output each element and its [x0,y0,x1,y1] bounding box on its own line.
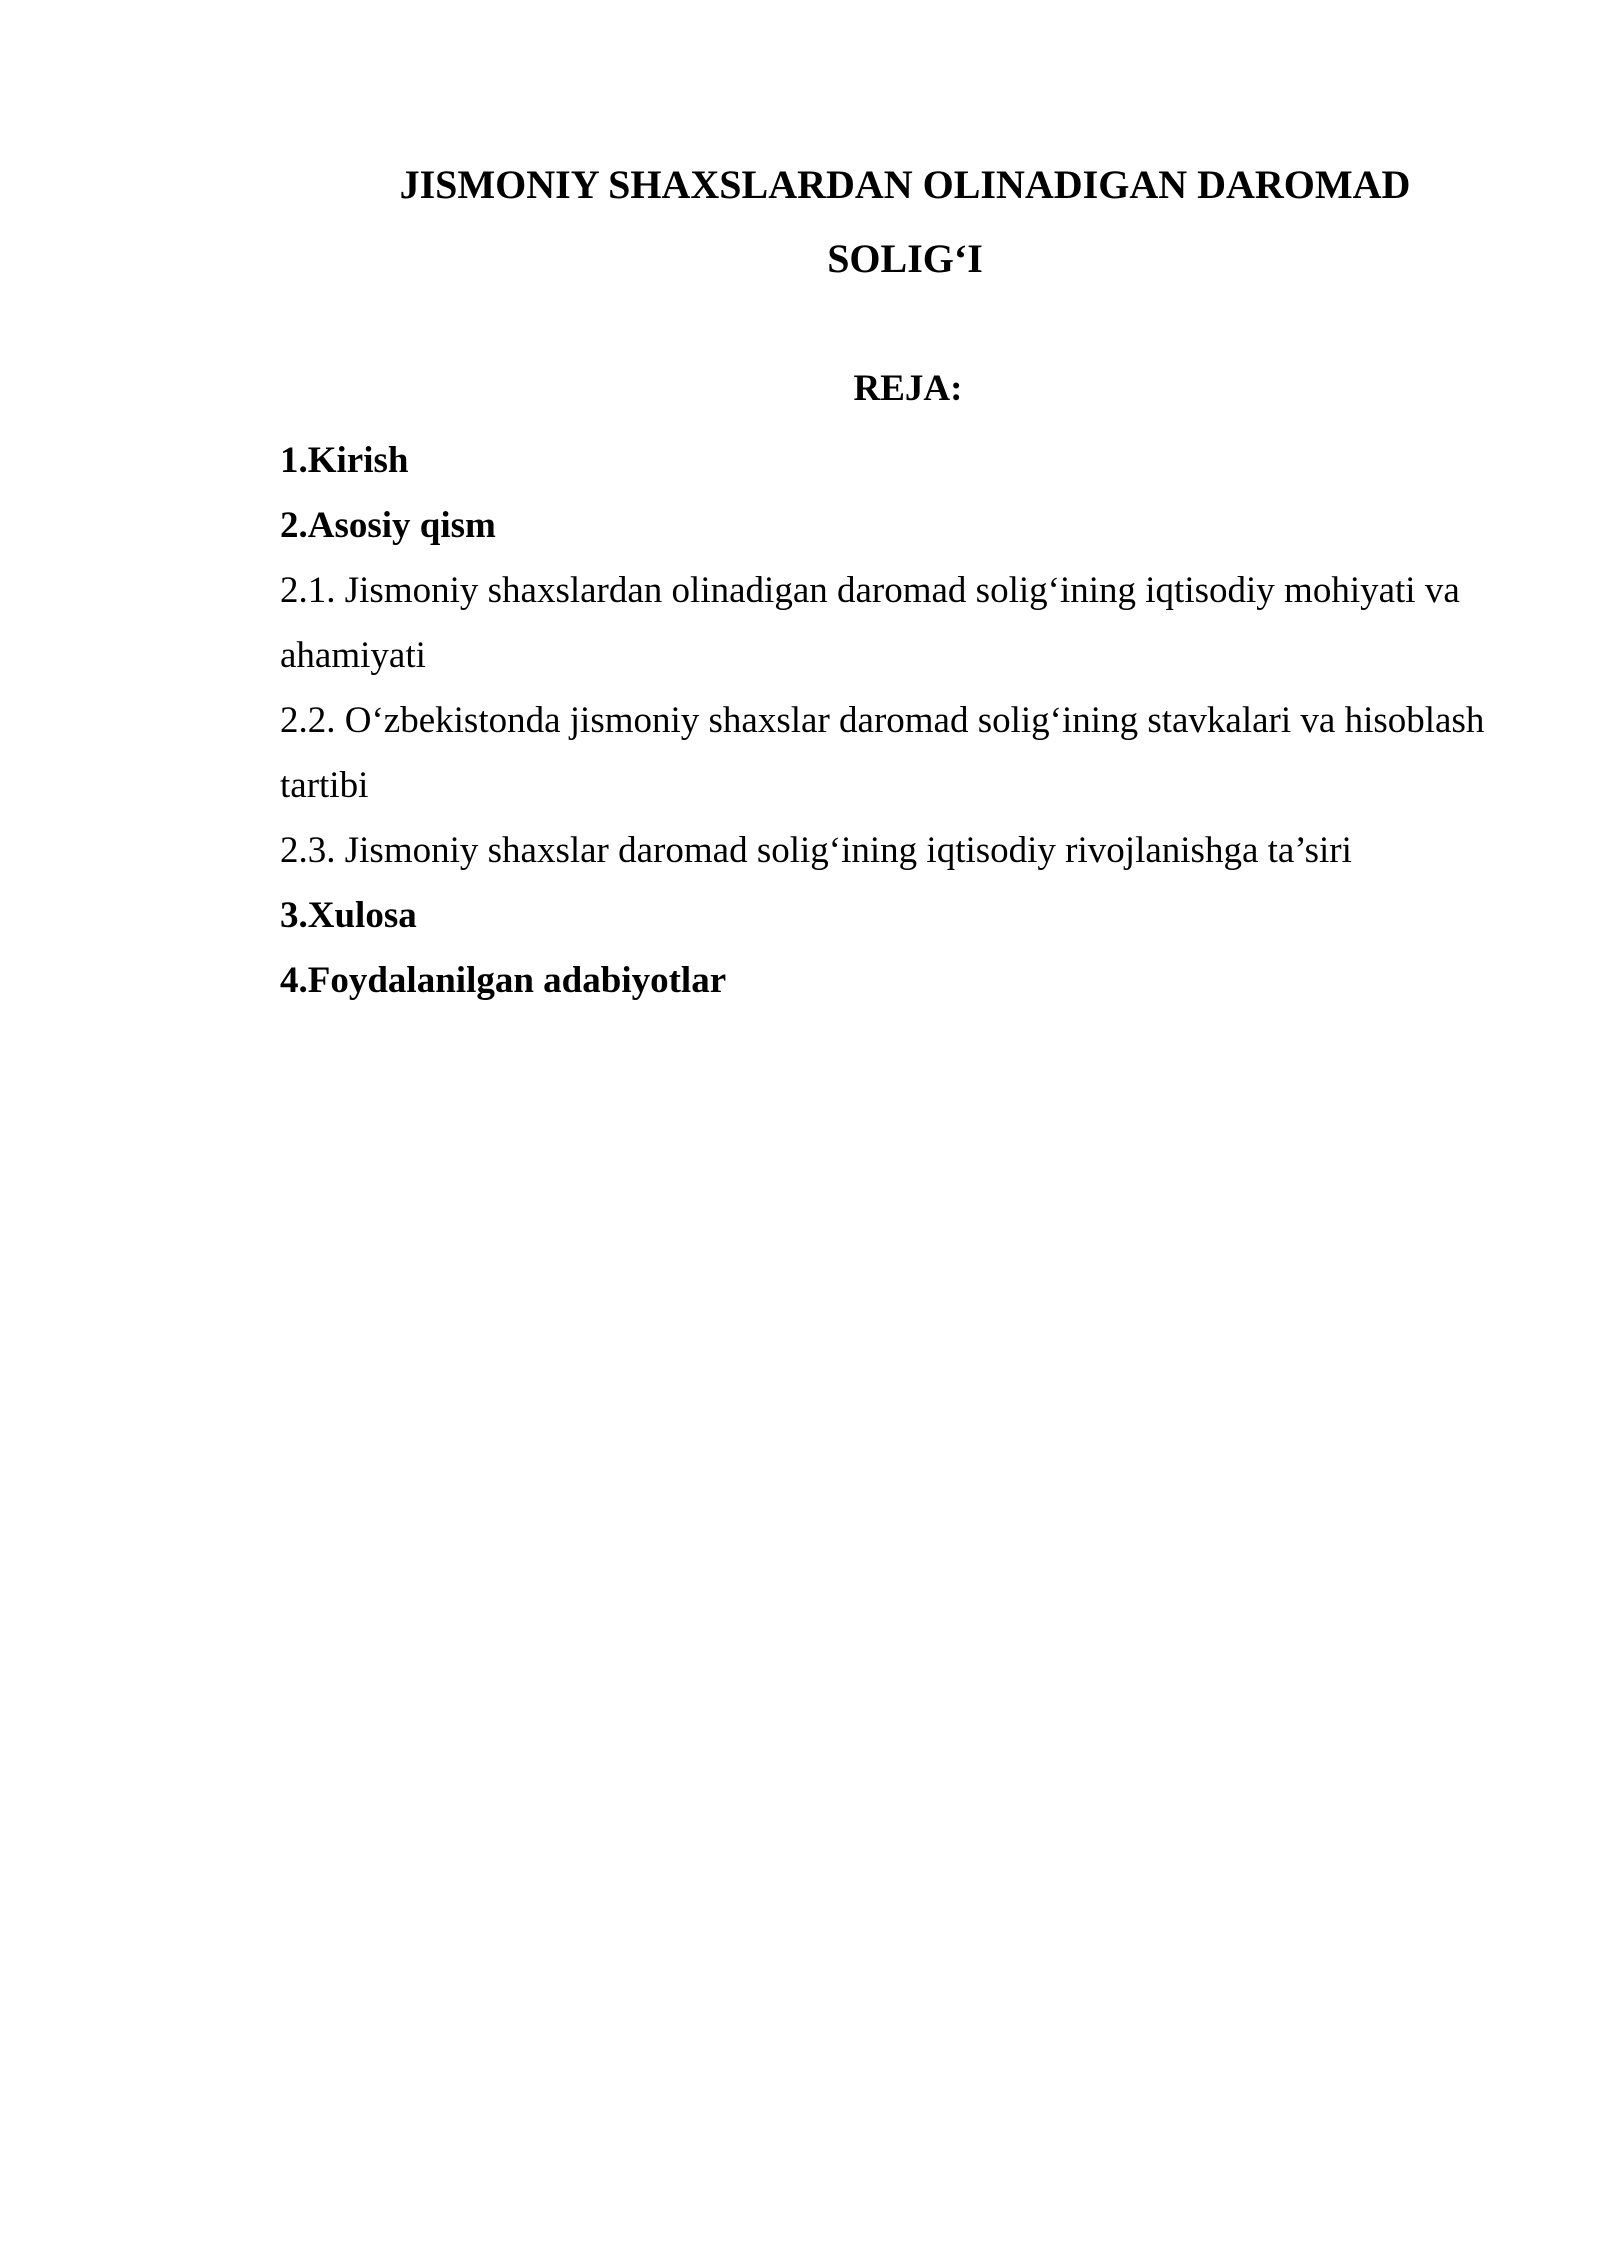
document-title-line-1: JISMONIY SHAXSLARDAN OLINADIGAN DAROMAD [399,162,1411,207]
plan-item-asosiy-qism: 2.Asosiy qism [280,505,496,546]
document-title [280,148,1530,296]
plan-item-adabiyotlar: 4.Foydalanilgan adabiyotlar [280,960,727,1001]
plan-item-2-2: 2.2. O‘zbekistonda jismoniy shaxslar daromad solig‘ining stavkalari va hisoblash tartibi [280,700,1485,806]
plan-heading: REJA: [853,368,963,409]
document-title-line-2: SOLIG‘I [827,236,983,281]
plan-list [280,428,1536,1013]
plan-item-kirish: 1.Kirish [280,440,409,481]
plan-item-2-3: 2.3. Jismoniy shaxslar daromad solig‘ining iqtisodiy rivojlanishga ta’siri [280,830,1352,871]
plan-item-2-1: 2.1. Jismoniy shaxslardan olinadigan daromad solig‘ining iqtisodiy mohiyati va ahamiyati [280,570,1460,676]
plan-item-xulosa: 3.Xulosa [280,895,417,936]
